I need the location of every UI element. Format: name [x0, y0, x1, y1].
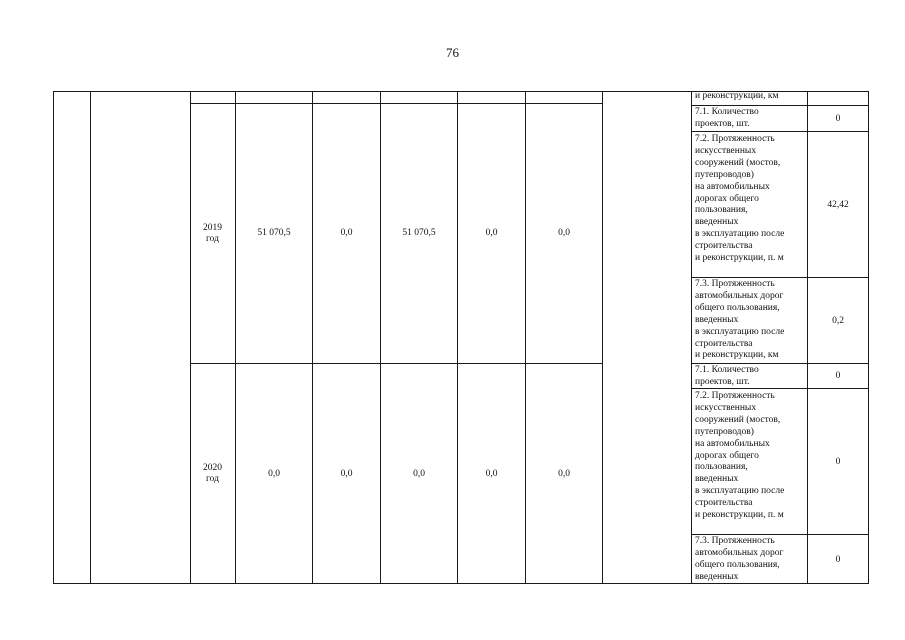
value-cell: 0,0 [485, 468, 498, 479]
indicator-value: 0 [835, 113, 841, 124]
page-number: 76 [446, 45, 459, 60]
value-cell: 0,0 [558, 468, 570, 479]
indicator-value: 0 [835, 371, 841, 381]
indicator-text: 7.2. Протяженность искусственных сооружений (мостов, путепроводов) на автомобильных дорогах общего пользования, введенных в эксплуатацию после строительства и реконструкции, п. м [695, 134, 785, 264]
value-cell: 0,0 [413, 468, 425, 479]
indicator-text: 7.1. Количество проектов, шт. [695, 365, 759, 387]
value-cell: 0,0 [340, 468, 353, 479]
indicator-value: 42,42 [827, 199, 849, 210]
year-label: 2020 год [203, 463, 222, 484]
indicator-text: 7.2. Протяженность искусственных сооружений (мостов, путепроводов) на автомобильных дорогах общего пользования, введенных в эксплуатацию после строительства и реконструкции, п. м [695, 391, 785, 521]
column-divider [90, 91, 91, 584]
indicator-text: и реконструкции, км [695, 91, 779, 101]
indicator-text: 7.3. Протяженность автомобильных дорог общего пользования, введенных в эксплуатацию после строительства и реконструкции, км [695, 279, 785, 361]
value-cell: 51 070,5 [402, 228, 436, 238]
value-cell: 0,0 [558, 228, 570, 238]
year-label: 2019 год [203, 222, 222, 244]
value-cell: 0,0 [340, 228, 353, 238]
value-cell: 0,0 [268, 468, 280, 479]
indicator-value: 0,2 [832, 315, 844, 326]
value-cell: 51 070,5 [257, 228, 291, 238]
indicator-value: 0 [835, 554, 841, 565]
indicator-text: 7.3. Протяженность автомобильных дорог общего пользования, введенных [695, 536, 784, 582]
value-cell: 0,0 [485, 228, 498, 238]
column-divider [602, 91, 603, 584]
indicator-text: 7.1. Количество проектов, шт. [695, 107, 759, 129]
indicator-value: 0 [835, 456, 841, 467]
